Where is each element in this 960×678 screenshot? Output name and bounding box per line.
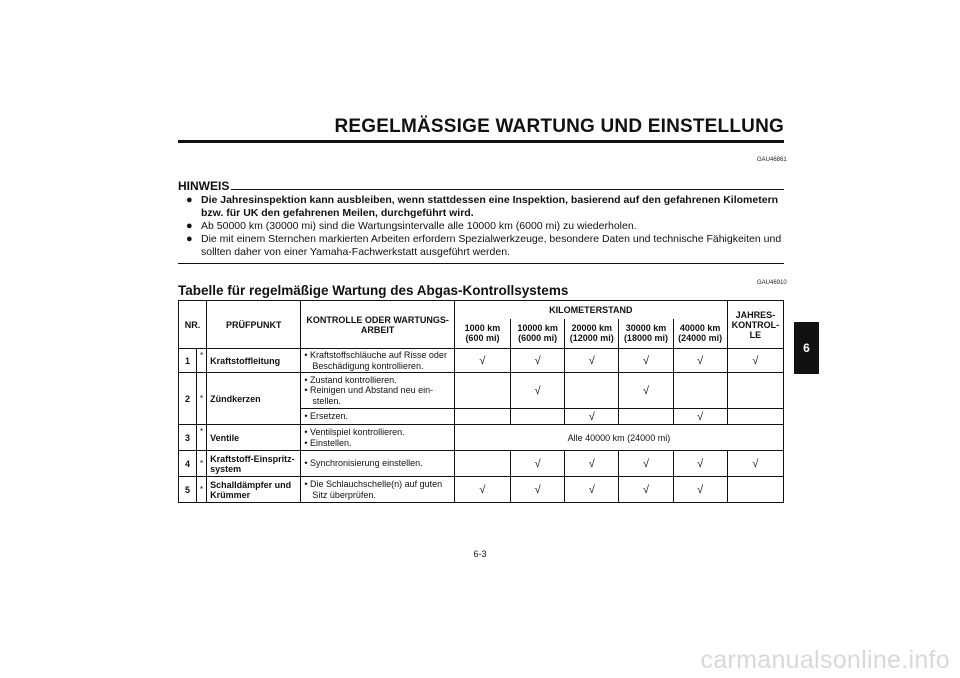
note-text: Ab 50000 km (30000 mi) sind die Wartungsintervalle alle 10000 km (6000 mi) zu wiederholen. xyxy=(201,220,637,232)
item-name: Ventile xyxy=(207,425,301,451)
hinweis-rule xyxy=(231,189,784,190)
check-mark: √ xyxy=(727,349,783,373)
check-mark: √ xyxy=(565,451,619,477)
item-name: Kraftstoff-Einspritz-system xyxy=(207,451,301,477)
check-mark: √ xyxy=(511,477,565,503)
check-mark: √ xyxy=(619,477,673,503)
note-item xyxy=(186,220,784,233)
check-mark: √ xyxy=(511,451,565,477)
check-mark: √ xyxy=(454,477,510,503)
header-km-10000: 10000 km (6000 mi) xyxy=(511,319,565,349)
section-heading: Tabelle für regelmäßige Wartung des Abgas-Kontrollsystems xyxy=(178,283,569,298)
table-row: 2 * Zündkerzen • Zustand kontrollieren. • Reinigen und Abstand neu ein-stellen. √ √ xyxy=(179,373,784,409)
work-cell: • Kraftstoffschläuche auf Risse oder Beschädigung kontrollieren. xyxy=(301,349,454,373)
check-mark: √ xyxy=(565,349,619,373)
reference-code: GAU46910 xyxy=(757,280,787,286)
check-mark: √ xyxy=(511,349,565,373)
item-name: Zündkerzen xyxy=(207,373,301,425)
note-item xyxy=(186,194,784,220)
header-kilometerstand: KILOMETERSTAND xyxy=(454,301,727,319)
check-mark: √ xyxy=(511,373,565,409)
bullet-icon: ● xyxy=(186,220,193,232)
header-kontrolle: KONTROLLE ODER WARTUNGS-ARBEIT xyxy=(301,301,454,349)
header-pruefpunkt: PRÜFPUNKT xyxy=(207,301,301,349)
interval-text: Alle 40000 km (24000 mi) xyxy=(454,425,783,451)
header-km-40000: 40000 km (24000 mi) xyxy=(673,319,727,349)
header-nr: NR. xyxy=(179,301,207,349)
watermark: carmanualsonline.info xyxy=(700,646,950,674)
note-item xyxy=(186,233,784,259)
check-mark: √ xyxy=(727,451,783,477)
check-mark: √ xyxy=(673,409,727,425)
hinweis-heading: HINWEIS xyxy=(178,179,230,193)
table-row: 3 * Ventile • Ventilspiel kontrollieren. • Einstellen. Alle 40000 km (24000 mi) xyxy=(179,425,784,451)
check-mark: √ xyxy=(565,409,619,425)
bullet-icon: ● xyxy=(186,194,193,206)
work-cell: • Die Schlauchschelle(n) auf guten Sitz überprüfen. xyxy=(301,477,454,503)
item-name: Kraftstoffleitung xyxy=(207,349,301,373)
check-mark: √ xyxy=(619,451,673,477)
bullet-icon: ● xyxy=(186,233,193,245)
check-mark: √ xyxy=(673,477,727,503)
title-rule xyxy=(178,140,784,143)
note-text: Die Jahresinspektion kann ausbleiben, wenn stattdessen eine Inspektion, basierend auf den gefahrenen Kilometern bzw. für UK den gefahrenen Meilen, durchgeführt wird. xyxy=(201,194,779,219)
check-mark: √ xyxy=(619,373,673,409)
check-mark: √ xyxy=(673,349,727,373)
page-title: REGELMÄSSIGE WARTUNG UND EINSTELLUNG xyxy=(334,116,784,137)
table-row: 4 * Kraftstoff-Einspritz-system • Synchronisierung einstellen. √ √ √ √ √ xyxy=(179,451,784,477)
header-km-1000: 1000 km (600 mi) xyxy=(454,319,510,349)
chapter-tab: 6 xyxy=(794,322,819,374)
header-km-30000: 30000 km (18000 mi) xyxy=(619,319,673,349)
work-cell: • Zustand kontrollieren. • Reinigen und Abstand neu ein-stellen. xyxy=(301,373,454,409)
item-name: Schalldämpfer und Krümmer xyxy=(207,477,301,503)
work-cell: • Ersetzen. xyxy=(301,409,454,425)
work-cell: • Synchronisierung einstellen. xyxy=(301,451,454,477)
maintenance-table xyxy=(178,300,784,503)
check-mark: √ xyxy=(565,477,619,503)
work-cell: • Ventilspiel kontrollieren. • Einstellen. xyxy=(301,425,454,451)
header-jahreskontrolle: JAHRES-KONTROL-LE xyxy=(727,301,783,349)
page-number: 6-3 xyxy=(473,549,487,559)
check-mark: √ xyxy=(619,349,673,373)
reference-code: GAU46861 xyxy=(757,157,787,163)
hinweis-notes xyxy=(186,194,784,259)
note-text: Die mit einem Sternchen markierten Arbeiten erfordern Spezialwerkzeuge, besondere Daten und technische Fähigkeiten und sollten daher von einer Yamaha-Fachwerkstatt ausgeführt werden. xyxy=(201,233,782,258)
table-row: 5 * Schalldämpfer und Krümmer • Die Schlauchschelle(n) auf guten Sitz überprüfen. √ √ √ √ √ xyxy=(179,477,784,503)
notes-rule xyxy=(178,263,784,264)
table-row: 1 * Kraftstoffleitung • Kraftstoffschläuche auf Risse oder Beschädigung kontrollieren. √ √ √ √ √ √ xyxy=(179,349,784,373)
check-mark: √ xyxy=(454,349,510,373)
header-km-20000: 20000 km (12000 mi) xyxy=(565,319,619,349)
check-mark: √ xyxy=(673,451,727,477)
